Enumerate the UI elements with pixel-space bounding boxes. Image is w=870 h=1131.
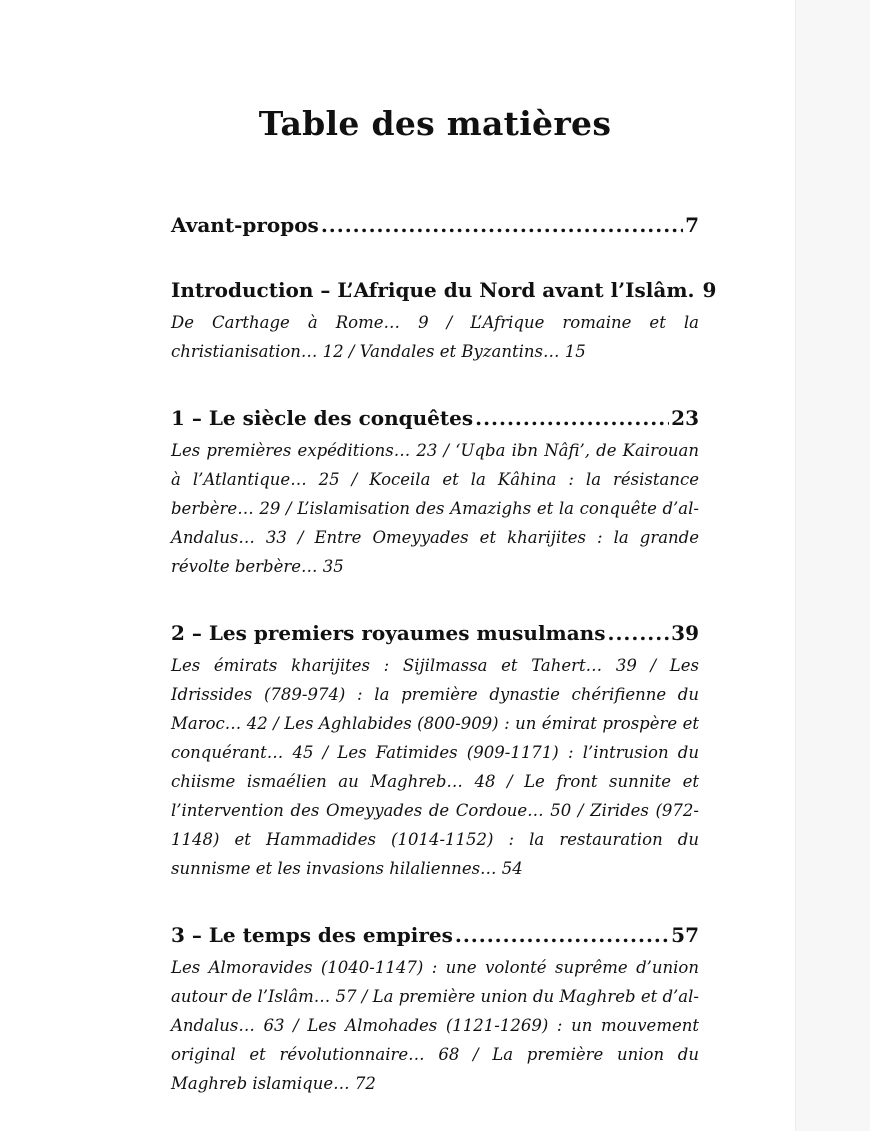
toc-heading: 1 – Le siècle des conquêtes bbox=[171, 406, 474, 430]
page-title: Table des matières bbox=[258, 104, 612, 143]
toc-entry-chapter-2 bbox=[171, 618, 699, 883]
toc-subsections: Les Almoravides (1040-1147) : une volonté suprême d’union autour de l’Islâm… 57 / La première union du Maghreb et d’al-Andalus… 63 / Les Almohades (1121-1269) : un mouvement original et révolutionnaire… 68 / La première union du Maghreb islamique… 72 bbox=[171, 958, 699, 1093]
toc-heading-row bbox=[171, 275, 717, 305]
toc-entry-chapter-3 bbox=[171, 920, 699, 1098]
toc-heading-row bbox=[171, 210, 699, 240]
toc-subsections: Les émirats kharijites : Sijilmassa et Tahert… 39 / Les Idrissides (789-974) : la première dynastie chérifienne du Maroc… 42 / Les Aghlabides (800-909) : un émirat prospère et conquérant… 45 / Les Fatimides (909-1171) : l’intrusion du chiisme ismaélien au Maghreb… 48 / Le front sunnite et l’intervention des Omeyyades de Cordoue… 50 / Zirides (972-1148) et Hammadides (1014-1152) : la restauration du sunnisme et les invasions hilaliennes… 54 bbox=[171, 656, 699, 878]
table-of-contents bbox=[171, 210, 717, 1098]
toc-entry-introduction bbox=[171, 275, 717, 366]
toc-page-number: 23 bbox=[671, 406, 699, 430]
toc-heading: Introduction – L’Afrique du Nord avant l’Islâm. bbox=[171, 278, 695, 302]
toc-heading-row bbox=[171, 920, 699, 950]
toc-page-number: 9 bbox=[702, 278, 717, 302]
toc-page-number: 39 bbox=[671, 621, 699, 645]
toc-entry-avant-propos bbox=[171, 210, 699, 240]
toc-heading: 2 – Les premiers royaumes musulmans bbox=[171, 621, 606, 645]
toc-entry-chapter-1 bbox=[171, 403, 699, 581]
toc-heading: 3 – Le temps des empires bbox=[171, 923, 453, 947]
toc-heading-row bbox=[171, 403, 699, 433]
dot-leader bbox=[455, 920, 669, 950]
toc-heading: Avant-propos bbox=[171, 213, 319, 237]
toc-heading-row bbox=[171, 618, 699, 648]
toc-page-number: 7 bbox=[685, 213, 699, 237]
toc-subsections: Les premières expéditions… 23 / ‘Uqba ibn Nâfi’, de Kairouan à l’Atlantique… 25 / Koceila et la Kâhina : la résistance berbère… 29 / L’islamisation des Amazighs et la conquête d’al-Andalus… 33 / Entre Omeyyades et kharijites : la grande révolte berbère… 35 bbox=[171, 441, 699, 576]
dot-leader bbox=[607, 618, 669, 648]
dot-leader bbox=[321, 210, 683, 240]
toc-subsections: De Carthage à Rome… 9 / L’Afrique romaine et la christianisation… 12 / Vandales et Byzantins… 15 bbox=[171, 313, 699, 361]
toc-page-number: 57 bbox=[671, 923, 699, 947]
dot-leader bbox=[475, 403, 669, 433]
page-edge-margin bbox=[795, 0, 870, 1131]
